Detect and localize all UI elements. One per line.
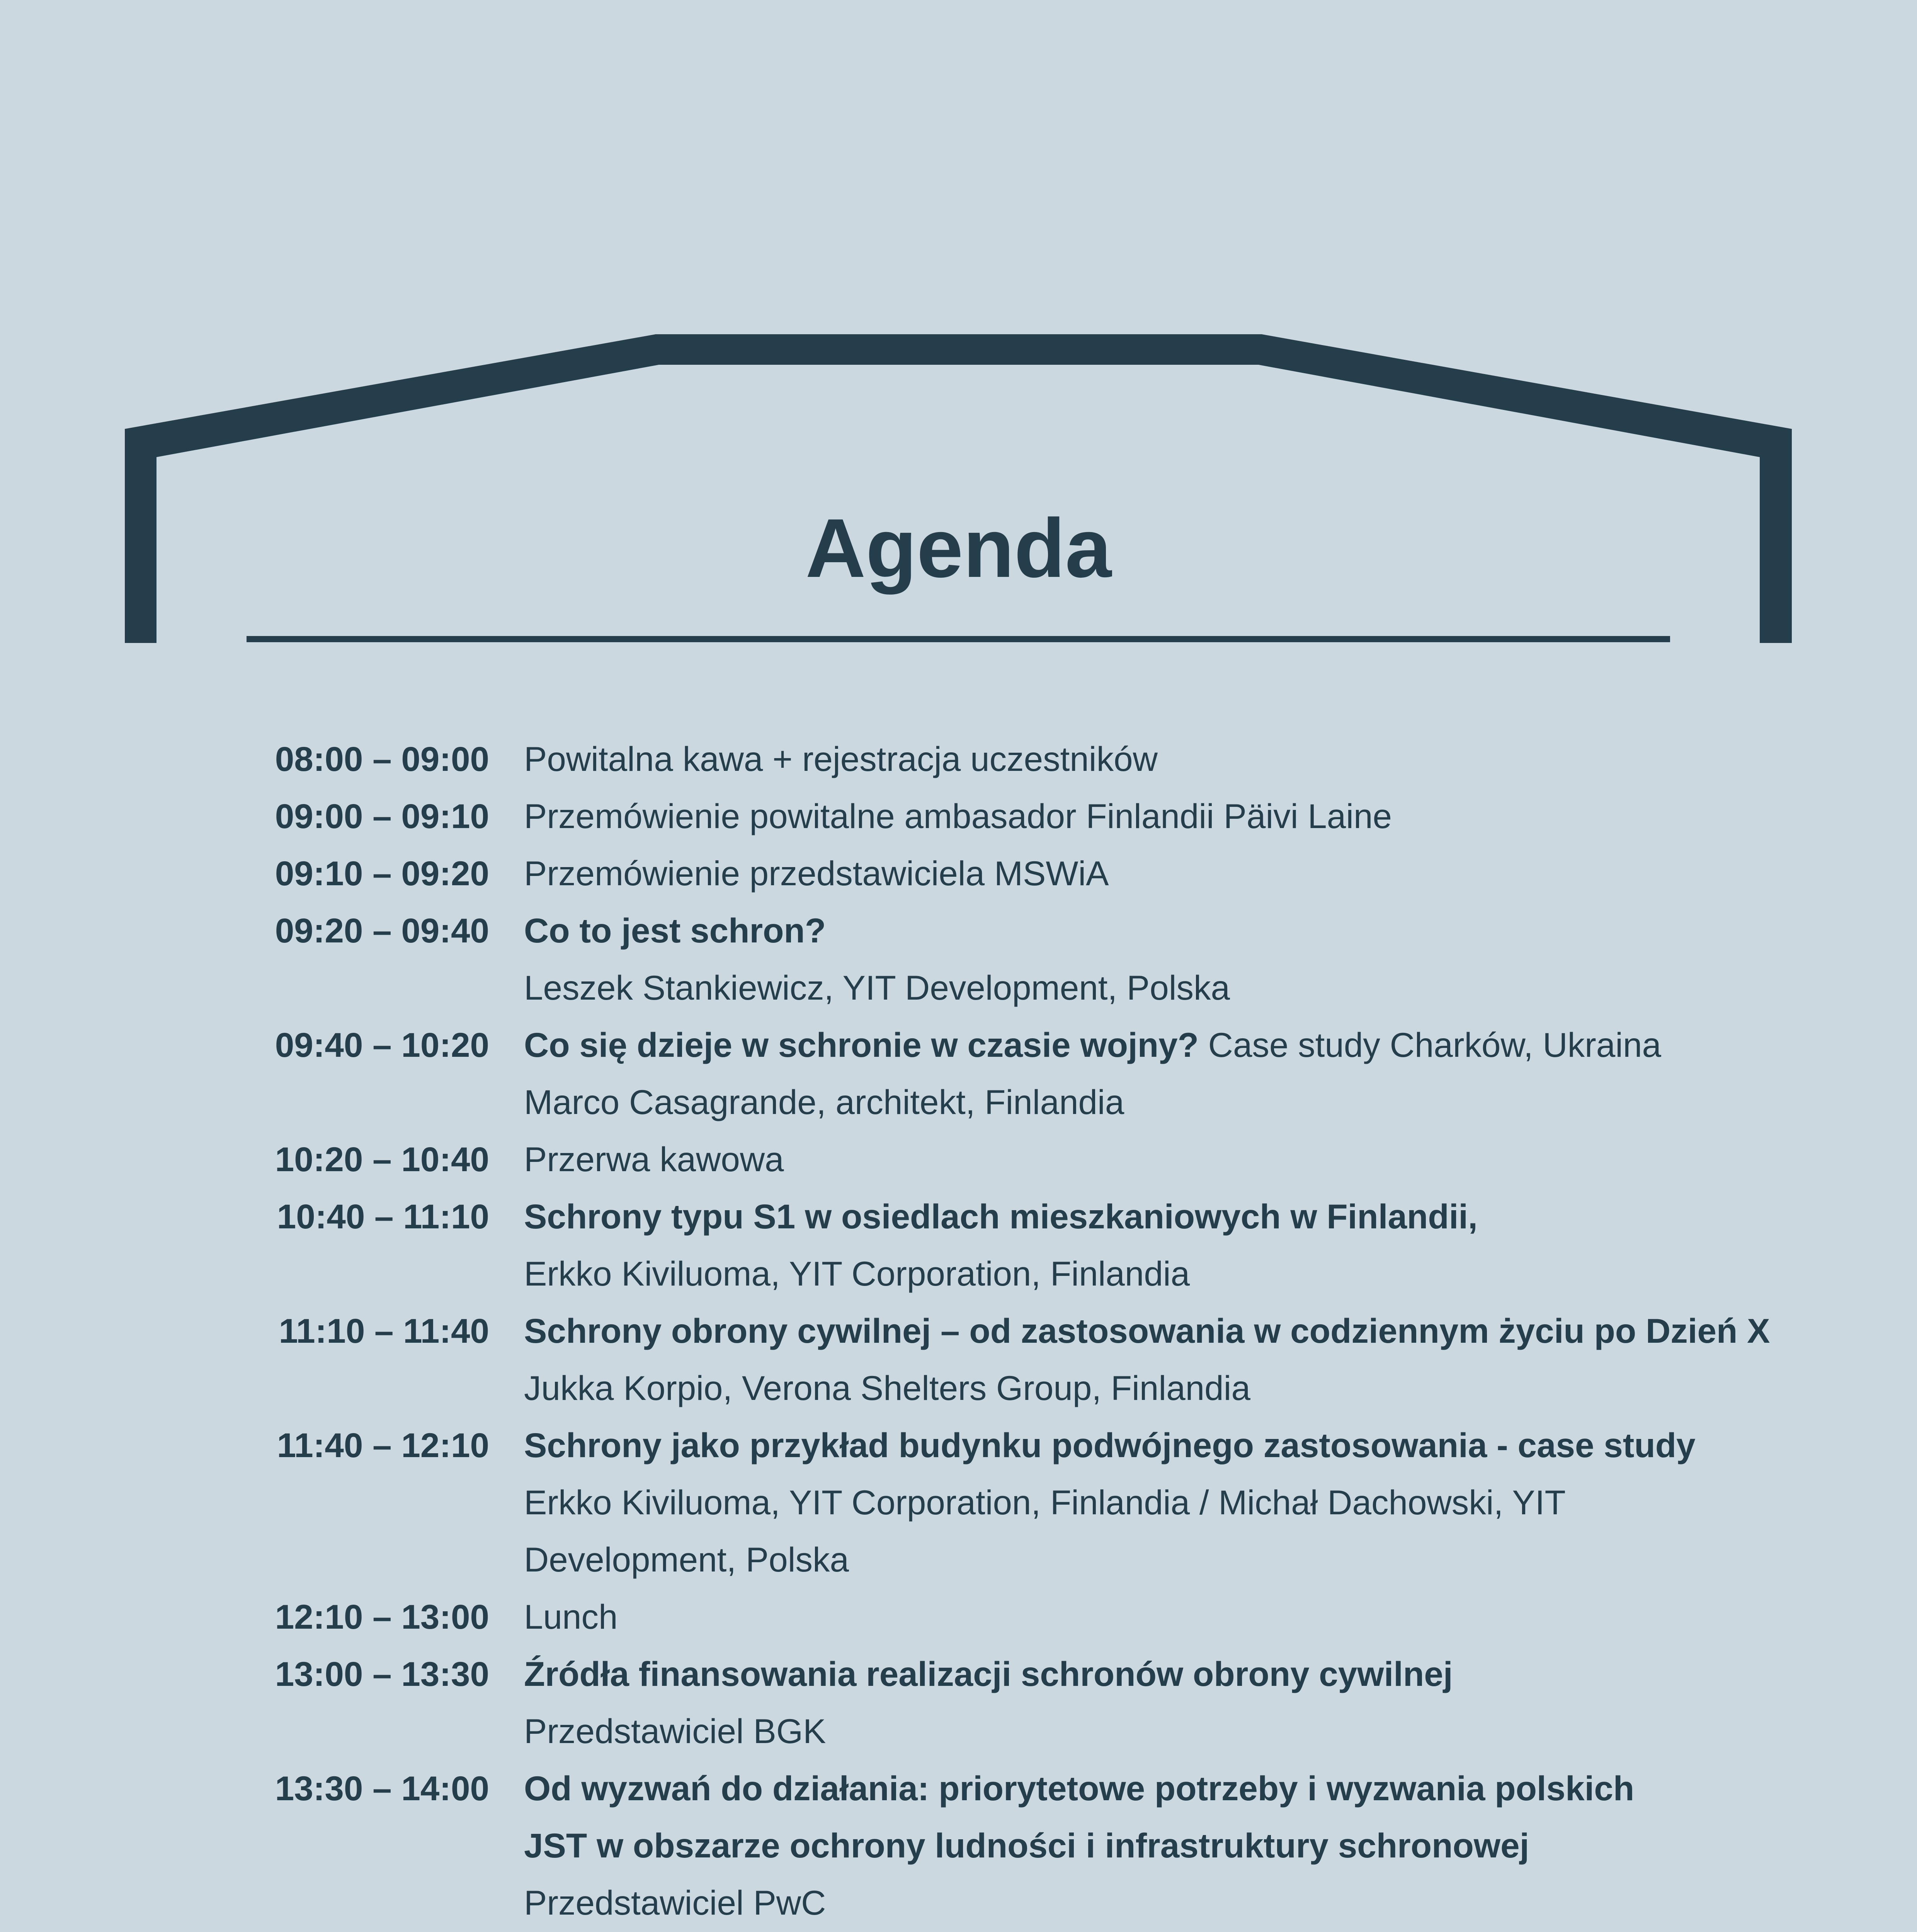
agenda-text: Przemówienie przedstawiciela MSWiA — [524, 854, 1109, 893]
agenda-time: 09:20 – 09:40 — [275, 911, 489, 950]
agenda-description — [524, 902, 826, 959]
agenda-description — [524, 1874, 826, 1931]
agenda-row — [0, 787, 1917, 845]
agenda-title-bold: Co się dzieje w schronie w czasie wojny? — [524, 1026, 1199, 1064]
agenda-description — [524, 1588, 618, 1645]
agenda-row — [0, 1188, 1917, 1245]
agenda-description — [524, 1245, 1190, 1302]
agenda-title-bold: Źródła finansowania realizacji schronów obrony cywilnej — [524, 1655, 1453, 1693]
agenda-row — [0, 1531, 1917, 1588]
agenda-time: 12:10 – 13:00 — [275, 1597, 489, 1636]
agenda-time: 10:20 – 10:40 — [275, 1140, 489, 1179]
agenda-description — [524, 730, 1158, 787]
agenda-text: Case study Charków, Ukraina — [1198, 1026, 1662, 1064]
agenda-row — [0, 1874, 1917, 1931]
agenda-row — [0, 1131, 1917, 1188]
agenda-text: Przedstawiciel BGK — [524, 1712, 826, 1750]
agenda-time: 11:40 – 12:10 — [277, 1426, 489, 1464]
agenda-time: 09:40 – 10:20 — [275, 1026, 489, 1064]
agenda-text: Leszek Stankiewicz, YIT Development, Polska — [524, 968, 1230, 1007]
agenda-time: 10:40 – 11:10 — [277, 1197, 489, 1236]
agenda-title-bold: Schrony typu S1 w osiedlach mieszkaniowych w Finlandii, — [524, 1197, 1478, 1236]
agenda-row — [0, 1760, 1917, 1817]
agenda-description — [524, 1474, 1566, 1531]
agenda-time: 13:00 – 13:30 — [275, 1655, 489, 1693]
agenda-text: Lunch — [524, 1597, 618, 1636]
agenda-row — [0, 1016, 1917, 1073]
agenda-description — [524, 845, 1109, 902]
agenda-row — [0, 902, 1917, 959]
title-underline — [247, 636, 1670, 642]
agenda-title-bold: Co to jest schron? — [524, 911, 826, 950]
agenda-description — [524, 1817, 1529, 1874]
agenda-text: Erkko Kiviluoma, YIT Corporation, Finlandia — [524, 1254, 1190, 1293]
agenda-time: 09:00 – 09:10 — [275, 797, 489, 835]
agenda-description — [524, 1302, 1770, 1359]
agenda-row — [0, 1474, 1917, 1531]
page-title: Agenda — [805, 501, 1112, 595]
agenda-row — [0, 1073, 1917, 1131]
agenda-text: Development, Polska — [524, 1540, 849, 1579]
agenda-title-bold: Schrony obrony cywilnej – od zastosowania w codziennym życiu po Dzień X — [524, 1311, 1770, 1350]
agenda-description — [524, 1417, 1696, 1474]
agenda-description — [524, 1645, 1453, 1702]
agenda-text: Marco Casagrande, architekt, Finlandia — [524, 1083, 1124, 1121]
agenda-time: 08:00 – 09:00 — [275, 740, 489, 778]
agenda-row — [0, 1588, 1917, 1645]
agenda-time: 09:10 – 09:20 — [275, 854, 489, 893]
agenda-text: Erkko Kiviluoma, YIT Corporation, Finlandia / Michał Dachowski, YIT — [524, 1483, 1566, 1522]
agenda-description — [524, 1531, 849, 1588]
agenda-title-bold: Od wyzwań do działania: priorytetowe potrzeby i wyzwania polskich — [524, 1769, 1635, 1808]
agenda-description — [524, 1073, 1124, 1131]
agenda-time: 11:10 – 11:40 — [279, 1311, 489, 1350]
agenda-description — [524, 1359, 1250, 1417]
agenda-row — [0, 1302, 1917, 1359]
agenda-row — [0, 1359, 1917, 1417]
agenda-description — [524, 959, 1230, 1016]
agenda-description — [524, 1702, 826, 1760]
agenda-description — [524, 1016, 1661, 1073]
agenda-description — [524, 1188, 1478, 1245]
agenda-list — [0, 730, 1917, 1932]
agenda-title-bold: JST w obszarze ochrony ludności i infrastruktury schronowej — [524, 1826, 1529, 1865]
agenda-row — [0, 1817, 1917, 1874]
agenda-time: 13:30 – 14:00 — [275, 1769, 489, 1808]
agenda-row — [0, 730, 1917, 787]
agenda-text: Przerwa kawowa — [524, 1140, 784, 1179]
agenda-text: Jukka Korpio, Verona Shelters Group, Finlandia — [524, 1369, 1250, 1407]
agenda-description — [524, 1760, 1634, 1817]
agenda-text: Przemówienie powitalne ambasador Finlandii Päivi Laine — [524, 797, 1392, 835]
agenda-row — [0, 1702, 1917, 1760]
agenda-title-bold: Schrony jako przykład budynku podwójnego zastosowania - case study — [524, 1426, 1696, 1464]
agenda-text: Powitalna kawa + rejestracja uczestników — [524, 740, 1158, 778]
agenda-row — [0, 1417, 1917, 1474]
agenda-row — [0, 1645, 1917, 1702]
agenda-row — [0, 959, 1917, 1016]
agenda-description — [524, 1131, 784, 1188]
agenda-description — [524, 787, 1392, 845]
agenda-row — [0, 1245, 1917, 1302]
agenda-row — [0, 845, 1917, 902]
agenda-text: Przedstawiciel PwC — [524, 1883, 826, 1922]
